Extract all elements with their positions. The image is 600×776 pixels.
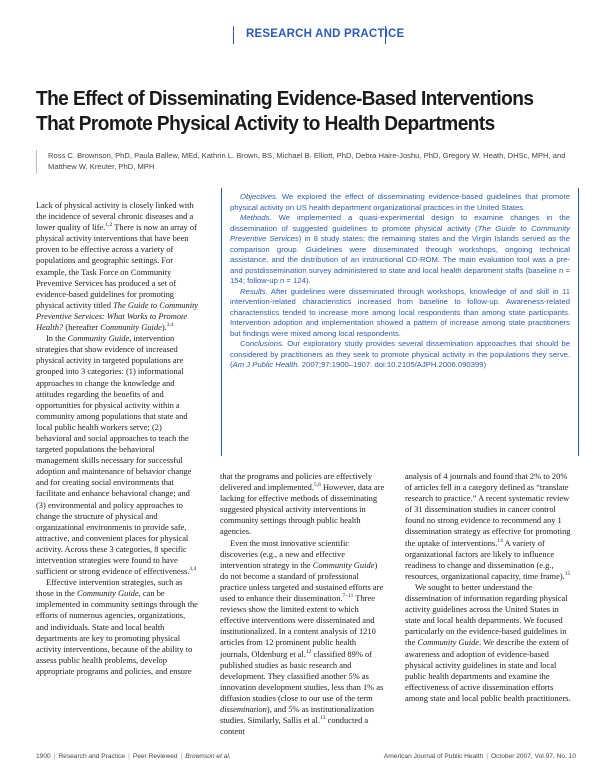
paragraph — [405, 582, 575, 704]
paragraph — [36, 577, 199, 677]
citation-ref: 1,2 — [105, 222, 113, 229]
objectives-label: Objectives. — [240, 192, 279, 201]
separator: | — [486, 753, 488, 760]
text: analysis of 4 journals and found that 2% to 20% of articles fell in a category defined as “translate research to practice.” A recent systematic review of 31 dissemination studies in cancer control found no strong evidence to recommend any 1 dissemination strategy as effective for promoting the uptake of interventions. — [405, 471, 571, 548]
citation-ref: 13 — [320, 715, 326, 722]
text: , can be implemented in community settings through the efforts of numerous agencies, organizations, and individuals. State and local health departments are key to promoting physical activity interventions, because of the ability to assess public health problems, develop appropriate programs and policies, and ensure — [36, 588, 198, 676]
text: Three reviews show the limited extent to which effective interventions were disseminated and institutionalized. In a content analysis of 1210 articles from 12 prominent public health journals, Oldenburg et al. — [220, 593, 376, 659]
results-label: Results. — [240, 286, 268, 296]
text: conducted a content — [220, 715, 369, 737]
paragraph — [220, 538, 386, 738]
text: A variety of organizational factors are likely to influence readiness to change and dissemination (e.g., resources, organizational capacity, time frame). — [405, 537, 565, 581]
results-text: After guidelines were disseminated through workshops, knowledge of and skill in 11 intervention-related characteristics increased from baseline to follow-up. Awareness-related characteristics tended to increase more among local respondents than among state participants. Intervention adoption and implementation showed a pattern of increase among state practitioners but findings were mixed among local respondents. — [230, 286, 570, 338]
guide-short-title: Community Guide — [77, 588, 139, 599]
conclusions-label: Conclusions. — [240, 339, 285, 348]
methods-text-b: ) in 8 study states; the remaining states and the Virgin Islands served as the comparison group. Guidelines were disseminated through workshops, ongoing technical assistance, and the distribution of an instructional CD-ROM. The main evaluation tool was a pre- and postdissemination survey administered to state and local health department staffs (baseline n = 154; follow-up n = 124). — [230, 234, 570, 285]
guide-short-title: Community Guide — [67, 333, 130, 344]
page-number: 1900 — [36, 753, 51, 760]
paragraph — [405, 471, 575, 582]
author-rule — [36, 150, 37, 174]
methods-label: Methods. — [240, 213, 272, 222]
paragraph — [36, 333, 199, 577]
guide-short-title: Community Guide — [100, 322, 162, 333]
objectives-text: We explored the effect of disseminating evidence-based guidelines that promote physical activity on US health department organizational practices in the United States. — [230, 192, 570, 212]
guide-short-title: Community Guide — [312, 559, 375, 570]
footer-section: Research and Practice — [58, 753, 126, 760]
citation-ref: 12 — [305, 648, 312, 655]
text: classified 89% of published studies as basic research and development. They classified another 5% as innovation development studies, less than 1% as diffusion studies (close to our use of the term — [220, 648, 384, 703]
text: However, data are lacking for effective methods of disseminating suggested physical activity interventions in community settings through public health agencies. — [220, 482, 385, 537]
text: We sought to better understand the dissemination of information regarding physical activity guidelines across the United States in state and local health departments. We focused particularly on the evidence-based guidelines in the — [405, 581, 568, 648]
citation-ref: 5,6 — [313, 482, 321, 489]
guide-title: The Guide to Community Preventive Services: What Works to Promote Health? — [36, 299, 199, 333]
citation-ref: 7–11 — [342, 593, 354, 600]
footer-journal: American Journal of Public Health — [383, 753, 484, 760]
citation-ref: 14 — [497, 537, 503, 544]
section-label: RESEARCH AND PRACTICE — [246, 28, 405, 40]
text: . We describe the extent of awareness and adoption of evidence-based physical activity guidelines in state and local public health departments and examine the effectiveness of active dissemination efforts among state and local public health practitioners. — [405, 637, 571, 703]
term: dissemination — [220, 703, 267, 714]
methods-text-a: We implemented a quasi-experimental design to examine changes in the dissemination of suggested guidelines to promote physical activity ( — [230, 213, 570, 233]
body-column-1 — [36, 200, 199, 677]
methods-guide-title: The Guide to Community Preventive Services — [230, 223, 571, 243]
citation-ref: 3,4 — [166, 322, 174, 329]
text: In the — [46, 333, 68, 344]
citation-details: 2007;97:1900–1907. doi:10.2105/AJPH.2006.090399) — [301, 360, 487, 369]
citation-ref: 3,4 — [189, 566, 197, 573]
citation-ref: 15 — [564, 571, 571, 578]
abstract-conclusions — [230, 339, 570, 371]
text: that the programs and policies are effectively delivered and implemented. — [220, 471, 373, 493]
footer-right — [384, 753, 576, 760]
text: ), and 5% as institutionalization studies. Similarly, Sallis et al. — [220, 703, 374, 726]
paragraph — [36, 200, 199, 333]
footer-issue: October 2007, Vol 97, No. 10 — [490, 753, 576, 760]
separator: | — [128, 753, 130, 760]
separator: | — [180, 753, 183, 760]
text: ). — [161, 322, 167, 333]
text: There is now an array of physical activity interventions that have been proven to be effective across a variety of populations and geographic settings. For example, the Task Force on Community Preventive Services has produced a set of evidence-based guidelines for promoting physical activity titled — [36, 222, 197, 310]
footer-review: Peer Reviewed — [132, 753, 178, 760]
text: Even the most innovative scientific discoveries (e.g., a new and effective intervention strategy in the — [220, 537, 350, 570]
conclusions-text: Our exploratory study provides several dissemination approaches that should be considered by practitioners as they seek to promote physical activity in the populations they serve. ( — [230, 339, 570, 369]
footer-left — [36, 753, 231, 760]
article-title: The Effect of Disseminating Evidence-Based Interventions That Promote Physical Activity to Health Departments — [36, 87, 534, 135]
body-column-3 — [405, 471, 575, 704]
abstract-objectives — [230, 192, 570, 213]
text: Lack of physical activity is closely linked with the incidence of several chronic diseases and a lower quality of life. — [36, 200, 194, 233]
guide-short-title: Community Guide — [417, 637, 480, 648]
body-column-2 — [220, 471, 386, 737]
abstract-text — [230, 192, 570, 371]
citation-journal: Am J Public Health. — [232, 360, 300, 369]
text: (hereafter — [63, 322, 101, 333]
separator: | — [53, 753, 56, 760]
abstract-methods — [230, 213, 570, 287]
text: ) do not become a standard of professional practice unless targeted and sustained efforts are used to enhance their dissemination. — [220, 559, 384, 604]
text: , intervention strategies that show evidence of increased physical activity in targeted populations are grouped into 3 categories: (1) informational approaches to change the knowledge and attitudes regarding the benefits of and opportunities for physical activity within a community among populations that state and local public health workers serve; (2) behavioral and social approaches to teach the targeted populations the behavioral management skills necessary for successful adoption and maintenance of behavior change and for creating social environments that facilitate and enhance behavioral change; and (3) environmental and policy approaches to change the structure of physical and organizational environments to provide safe, attractive, and convenient places for physical activity. Across these 3 categories, 8 specific intervention strategies were found to have sufficient or strong evidence of effectiveness. — [36, 333, 192, 577]
text: Effective intervention strategies, such as those in the — [36, 577, 183, 599]
footer-author: Brownson et al. — [185, 753, 231, 760]
paragraph — [220, 471, 386, 538]
abstract-results — [230, 287, 570, 340]
author-list: Ross C. Brownson, PhD, Paula Ballew, MEd, Kathrin L. Brown, BS, Michael B. Elliott, PhD, Debra Haire-Joshu, PhD, Gregory W. Heath, DHSc, MPH, and Matthew W. Kreuter, PhD, MPH — [48, 151, 566, 171]
